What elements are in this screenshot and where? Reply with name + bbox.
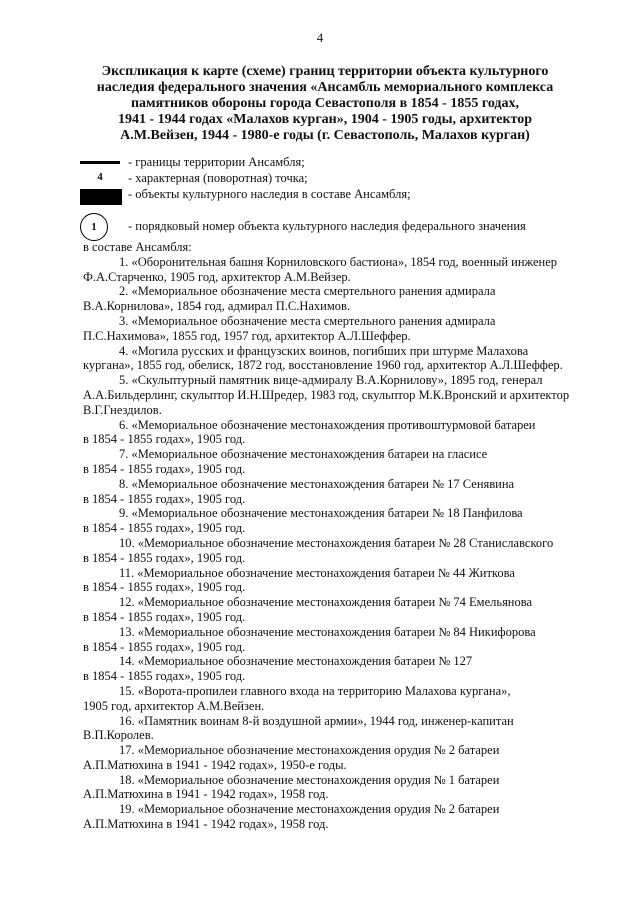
list-items bbox=[83, 255, 585, 832]
list-item-line: в 1854 - 1855 годах», 1905 год. bbox=[83, 550, 246, 565]
title-line: 1941 - 1944 годах «Малахов курган», 1904 - 1905 годы, архитектор bbox=[117, 112, 533, 127]
list-item-line: В.А.Корнилова», 1854 год, адмирал П.С.Нахимов. bbox=[83, 299, 351, 314]
title-line: памятников обороны города Севастополя в 1854 - 1855 годах, bbox=[130, 96, 520, 111]
list-item-line-first: 14. «Мемориальное обозначение местонахождения батареи № 127 bbox=[119, 654, 473, 669]
list-item-line-first: 7. «Мемориальное обозначение местонахождения батареи на гласисе bbox=[119, 447, 488, 462]
list-item-line: в 1854 - 1855 годах», 1905 год. bbox=[83, 580, 246, 595]
object-fill-icon bbox=[80, 189, 122, 205]
list-item bbox=[83, 773, 585, 803]
list-item-line: В.Г.Гнездилов. bbox=[83, 402, 162, 417]
list-item-line-first: 6. «Мемориальное обозначение местонахождения противоштурмовой батареи bbox=[119, 417, 536, 432]
list-item-line-first: 16. «Памятник воинам 8-й воздушной армии», 1944 год, инженер-капитан bbox=[119, 713, 514, 728]
list-item bbox=[83, 373, 585, 417]
list-item-line-first: 17. «Мемориальное обозначение местонахождения орудия № 2 батареи bbox=[119, 743, 500, 758]
number-circle-icon: 1 bbox=[80, 213, 108, 241]
legend-numbering bbox=[80, 213, 590, 243]
page-number: 4 bbox=[316, 30, 324, 45]
list-item bbox=[83, 506, 585, 536]
legend-point bbox=[80, 171, 590, 187]
list-item bbox=[83, 418, 585, 448]
list-item bbox=[83, 255, 585, 285]
list-item-line-first: 8. «Мемориальное обозначение местонахождения батареи № 17 Сенявина bbox=[119, 476, 515, 491]
legend-objects bbox=[80, 187, 590, 209]
legend-point-text: - характерная (поворотная) точка; bbox=[128, 171, 308, 185]
list-item-line-first: 18. «Мемориальное обозначение местонахождения орудия № 1 батареи bbox=[119, 772, 500, 787]
list-item-line: в 1854 - 1855 годах», 1905 год. bbox=[83, 461, 246, 476]
list-item bbox=[83, 625, 585, 655]
list-item-line-first: 12. «Мемориальное обозначение местонахождения батареи № 74 Емельянова bbox=[119, 595, 533, 610]
list-item-line-first: 15. «Ворота-пропилеи главного входа на территорию Малахова кургана», bbox=[119, 683, 511, 698]
list-item-line: 1905 год, архитектор А.М.Вейзен. bbox=[83, 698, 265, 713]
legend-boundary-text: - границы территории Ансамбля; bbox=[128, 155, 305, 169]
list-item bbox=[83, 284, 585, 314]
list-item-line-first: 9. «Мемориальное обозначение местонахождения батареи № 18 Панфилова bbox=[119, 506, 523, 521]
list-item-line: в 1854 - 1855 годах», 1905 год. bbox=[83, 639, 246, 654]
list-intro: в составе Ансамбля: bbox=[83, 240, 192, 254]
list-item bbox=[83, 477, 585, 507]
boundary-line-icon bbox=[80, 161, 120, 164]
document-title bbox=[60, 64, 590, 144]
list-item-line: А.А.Бильдерлинг, скульптор И.Н.Шредер, 1983 год, скульптор М.К.Вронский и архитектор bbox=[83, 387, 570, 402]
list-item-line: кургана», 1855 год, обелиск, 1872 год, восстановление 1960 год, архитектор А.Л.Шеффер. bbox=[83, 358, 563, 373]
list-item bbox=[83, 595, 585, 625]
list-item bbox=[83, 654, 585, 684]
list-item-line-first: 3. «Мемориальное обозначение места смертельного ранения адмирала bbox=[119, 313, 496, 328]
list-item bbox=[83, 447, 585, 477]
list-item bbox=[83, 536, 585, 566]
list-item-line: в 1854 - 1855 годах», 1905 год. bbox=[83, 521, 246, 536]
legend-boundary bbox=[80, 155, 590, 171]
list-item-line: Ф.А.Старченко, 1905 год, архитектор А.М.Вейзер. bbox=[83, 269, 351, 284]
list-item-line-first: 1. «Оборонительная башня Корниловского бастиона», 1854 год, военный инженер bbox=[119, 254, 558, 269]
list-item-line: в 1854 - 1855 годах», 1905 год. bbox=[83, 491, 246, 506]
list-item-line-first: 2. «Мемориальное обозначение места смертельного ранения адмирала bbox=[119, 284, 496, 299]
list-item-line: в 1854 - 1855 годах», 1905 год. bbox=[83, 669, 246, 684]
list-item-line: А.П.Матюхина в 1941 - 1942 годах», 1950-е годы. bbox=[83, 757, 347, 772]
list-item-line: А.П.Матюхина в 1941 - 1942 годах», 1958 год. bbox=[83, 817, 329, 832]
list-item-line-first: 11. «Мемориальное обозначение местонахождения батареи № 44 Житкова bbox=[119, 565, 515, 580]
list-item-line: П.С.Нахимова», 1855 год, 1957 год, архитектор А.Л.Шеффер. bbox=[83, 328, 411, 343]
list-item bbox=[83, 802, 585, 832]
list-item-line-first: 13. «Мемориальное обозначение местонахождения батареи № 84 Никифорова bbox=[119, 624, 536, 639]
point-marker-icon: 4 bbox=[97, 171, 103, 183]
list-item-line-first: 10. «Мемориальное обозначение местонахождения батареи № 28 Станиславского bbox=[119, 535, 554, 550]
list-item-line-first: 5. «Скульптурный памятник вице-адмиралу В.А.Корнилову», 1895 год, генерал bbox=[119, 373, 543, 388]
list-item bbox=[83, 743, 585, 773]
list-item bbox=[83, 314, 585, 344]
legend-objects-text: - объекты культурного наследия в составе Ансамбля; bbox=[128, 187, 411, 201]
list-item-line-first: 19. «Мемориальное обозначение местонахождения орудия № 2 батареи bbox=[119, 802, 500, 817]
objects-list bbox=[83, 240, 585, 832]
legend-numbering-text: - порядковый номер объекта культурного наследия федерального значения bbox=[128, 219, 526, 233]
list-item-line: в 1854 - 1855 годах», 1905 год. bbox=[83, 432, 246, 447]
list-item bbox=[83, 344, 585, 374]
list-item-line: В.П.Королев. bbox=[83, 728, 154, 743]
legend bbox=[80, 155, 590, 243]
list-item-line-first: 4. «Могила русских и французских воинов, погибших при штурме Малахова bbox=[119, 343, 529, 358]
title-line: наследия федерального значения «Ансамбль мемориального комплекса bbox=[96, 80, 554, 95]
title-line: А.М.Вейзен, 1944 - 1980-е годы (г. Севастополь, Малахов курган) bbox=[120, 128, 530, 143]
list-item-line: в 1854 - 1855 годах», 1905 год. bbox=[83, 609, 246, 624]
list-item bbox=[83, 684, 585, 714]
list-item-line: А.П.Матюхина в 1941 - 1942 годах», 1958 год. bbox=[83, 787, 329, 802]
list-item bbox=[83, 566, 585, 596]
title-line: Экспликация к карте (схеме) границ территории объекта культурного bbox=[101, 64, 549, 79]
list-item bbox=[83, 714, 585, 744]
